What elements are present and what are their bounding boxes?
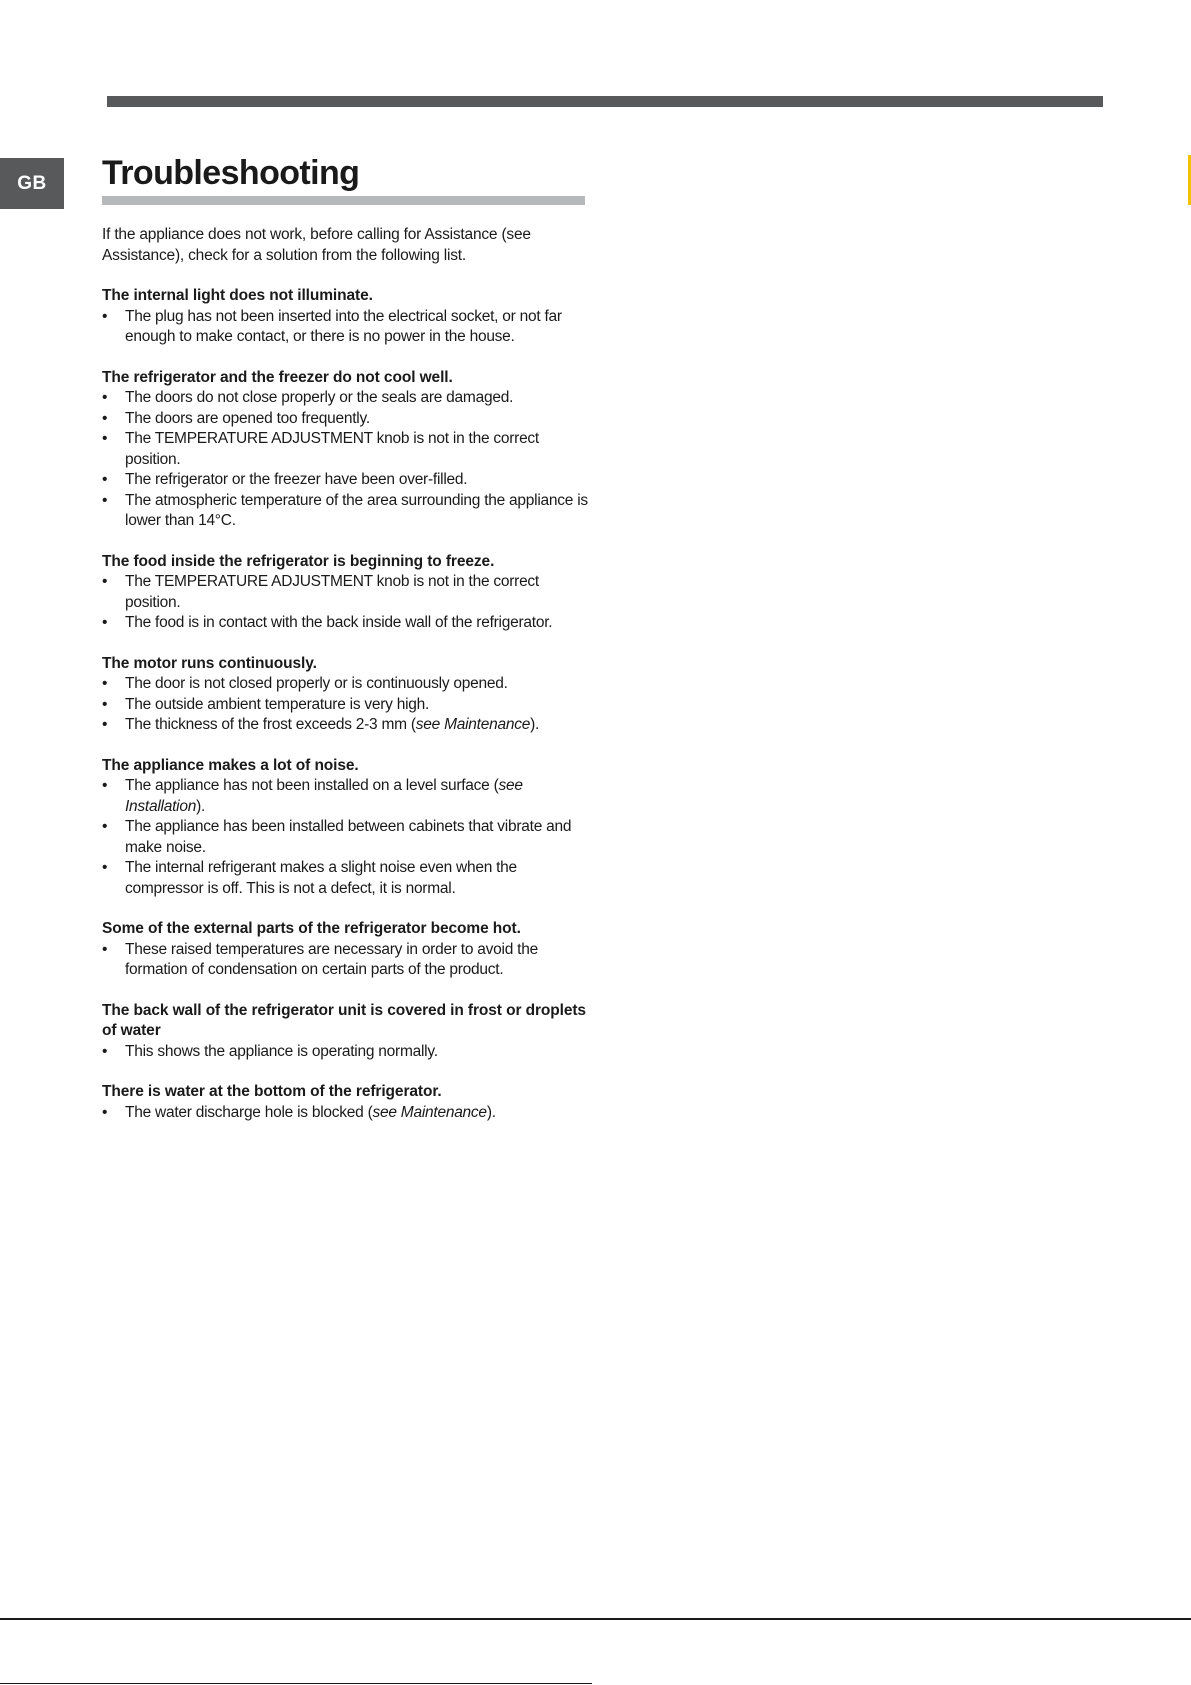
item-text: The door is not closed properly or is continuously opened. [125, 675, 508, 692]
bullet-icon: • [102, 716, 108, 733]
troubleshooting-section [102, 552, 592, 634]
section-heading: The refrigerator and the freezer do not cool well. [102, 368, 453, 386]
cause-list [102, 1103, 592, 1124]
bullet-icon: • [102, 695, 108, 713]
list-item [102, 613, 592, 634]
cause-list [102, 940, 592, 981]
item-text: The plug has not been inserted into the electrical socket, or not far enough to make contact, or there is no power in the house. [125, 307, 562, 345]
section-heading: There is water at the bottom of the refrigerator. [102, 1083, 442, 1100]
bullet-icon: • [102, 675, 108, 692]
cross-reference: see Maintenance [372, 1103, 487, 1121]
bullet-icon: • [102, 777, 108, 794]
item-text: The water discharge hole is blocked ( [125, 1103, 373, 1121]
bullet-icon: • [102, 1042, 108, 1060]
item-text: The appliance has been installed between cabinets that vibrate and make noise. [125, 818, 572, 856]
list-item [102, 470, 592, 491]
bullet-icon: • [102, 471, 108, 488]
bullet-icon: • [102, 1103, 108, 1121]
troubleshooting-content [102, 153, 592, 1123]
footer-rule [0, 1683, 592, 1684]
item-text: These raised temperatures are necessary in order to avoid the formation of condensation on certain parts of the product. [125, 940, 538, 978]
item-text: The internal refrigerant makes a slight noise even when the compressor is off. This is not a defect, it is normal. [125, 859, 517, 897]
troubleshooting-section [102, 919, 592, 981]
item-text: The food is in contact with the back inside wall of the refrigerator. [125, 614, 553, 631]
section-heading: The back wall of the refrigerator unit is covered in frost or droplets of water [102, 1001, 586, 1039]
list-item [102, 715, 592, 736]
troubleshooting-section [102, 654, 592, 736]
bottom-rule [0, 1618, 1191, 1620]
troubleshooting-section [102, 286, 592, 348]
section-heading: The motor runs continuously. [102, 654, 317, 672]
list-item [102, 429, 592, 470]
item-text: The TEMPERATURE ADJUSTMENT knob is not in the correct position. [125, 573, 539, 611]
cause-list [102, 388, 592, 532]
list-item [102, 1103, 592, 1124]
cause-list [102, 776, 592, 899]
page-title: Troubleshooting [102, 154, 360, 192]
item-text: ). [196, 797, 206, 815]
list-item [102, 695, 592, 716]
bullet-icon: • [102, 614, 108, 631]
section-heading: The internal light does not illuminate. [102, 287, 373, 304]
bullet-icon: • [102, 818, 108, 835]
section-heading: The food inside the refrigerator is beginning to freeze. [102, 552, 495, 570]
item-text: The appliance has not been installed on a level surface ( [125, 777, 499, 794]
bullet-icon: • [102, 389, 108, 406]
item-text: The doors are opened too frequently. [125, 409, 370, 427]
section-heading: The appliance makes a lot of noise. [102, 756, 359, 774]
section-heading: Some of the external parts of the refrigerator become hot. [102, 920, 521, 937]
bullet-icon: • [102, 859, 108, 876]
troubleshooting-section [102, 1001, 592, 1063]
item-text: ). [486, 1103, 496, 1121]
language-tab: GB [0, 158, 64, 209]
bullet-icon: • [102, 409, 108, 427]
item-text: The outside ambient temperature is very high. [125, 695, 430, 713]
bullet-icon: • [102, 307, 108, 325]
list-item [102, 409, 592, 430]
list-item [102, 572, 592, 613]
item-text: This shows the appliance is operating normally. [125, 1042, 438, 1060]
item-text: ). [530, 716, 540, 733]
cause-list [102, 674, 592, 736]
item-text: The atmospheric temperature of the area surrounding the appliance is lower than 14°C. [125, 491, 588, 529]
list-item [102, 858, 592, 899]
item-text: The doors do not close properly or the seals are damaged. [125, 389, 514, 406]
list-item [102, 817, 592, 858]
cross-reference: see Maintenance [415, 716, 531, 733]
header-rule [107, 96, 1103, 107]
cross-reference: see Installation [125, 777, 523, 815]
item-text: The refrigerator or the freezer have been over-filled. [125, 471, 468, 488]
bullet-icon: • [102, 491, 108, 509]
list-item [102, 940, 592, 981]
item-text: The TEMPERATURE ADJUSTMENT knob is not in the correct position. [125, 430, 539, 468]
list-item [102, 491, 592, 532]
troubleshooting-section [102, 756, 592, 900]
list-item [102, 776, 592, 817]
title-underline [102, 196, 585, 205]
troubleshooting-section [102, 1082, 592, 1123]
list-item [102, 1042, 592, 1063]
bullet-icon: • [102, 940, 108, 958]
list-item [102, 307, 592, 348]
cause-list [102, 572, 592, 634]
list-item [102, 388, 592, 409]
item-text: The thickness of the frost exceeds 2-3 mm ( [125, 716, 416, 733]
bullet-icon: • [102, 573, 108, 590]
intro-paragraph: If the appliance does not work, before calling for Assistance (see Assistance), check for a solution from the following list. [102, 226, 531, 264]
troubleshooting-section [102, 368, 592, 532]
troubleshooting-sections [102, 286, 592, 1123]
bullet-icon: • [102, 430, 108, 447]
cause-list [102, 307, 592, 348]
cause-list [102, 1042, 592, 1063]
list-item [102, 674, 592, 695]
